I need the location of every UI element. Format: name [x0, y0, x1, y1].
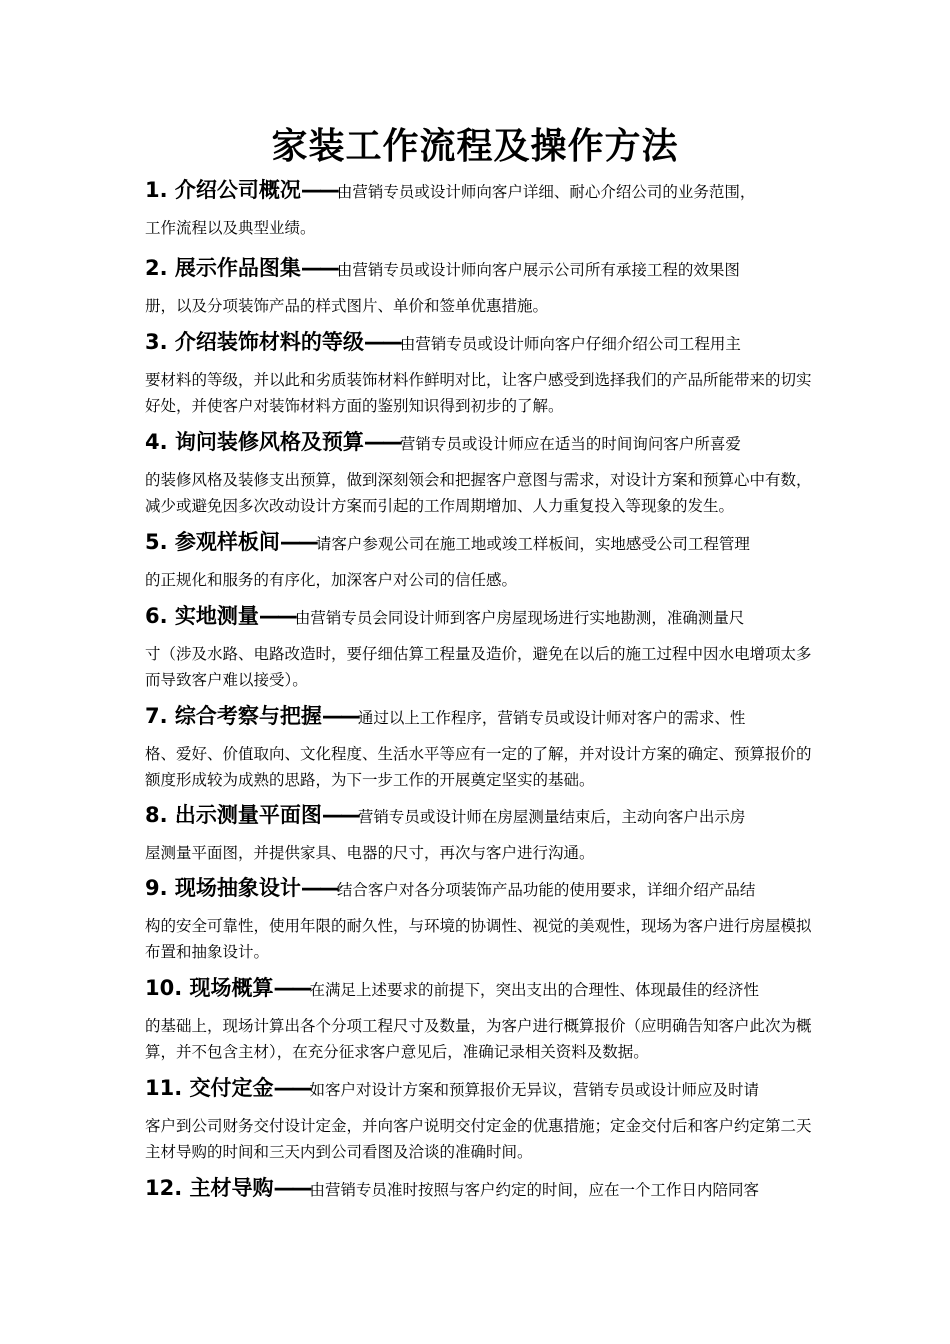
item-heading: 10. 现场概算	[145, 976, 274, 1000]
item-dash: ——	[321, 704, 358, 728]
item-description-continued: 格、爱好、价值取向、文化程度、生活水平等应有一定的了解，并对设计方案的确定、预算报价的额度形成较为成熟的思路，为下一步工作的开展奠定坚实的基础。	[145, 745, 812, 789]
item-dash: ——	[258, 604, 295, 628]
item-heading: 8. 出示测量平面图	[145, 803, 322, 827]
item-description-continued: 的正规化和服务的有序化，加深客户对公司的信任感。	[145, 571, 518, 589]
item-description-continued: 客户到公司财务交付设计定金，并向客户说明交付定金的优惠措施；定金交付后和客户约定第二天主材导购的时间和三天内到公司看图及洽谈的准确时间。	[145, 1117, 812, 1161]
list-item	[145, 172, 825, 241]
item-dash: ——	[279, 530, 316, 554]
item-description: 结合客户对各分项装饰产品功能的使用要求，详细介绍产品结	[336, 881, 756, 899]
item-dash: ——	[363, 330, 400, 354]
item-heading: 3. 介绍装饰材料的等级	[145, 330, 364, 354]
list-item	[145, 698, 825, 793]
item-description: 在满足上述要求的前提下，突出支出的合理性、体现最佳的经济性	[309, 981, 760, 999]
item-description: 营销专员或设计师应在适当的时间询问客户所喜爱	[399, 435, 741, 453]
item-dash: ——	[273, 1176, 310, 1200]
item-dash: ——	[273, 976, 310, 1000]
item-description: 营销专员或设计师在房屋测量结束后，主动向客户出示房	[357, 808, 746, 826]
item-dash: ——	[300, 178, 337, 202]
item-dash: ——	[363, 430, 400, 454]
item-heading: 2. 展示作品图集	[145, 256, 301, 280]
item-description: 由营销专员准时按照与客户约定的时间，应在一个工作日内陪同客	[309, 1181, 760, 1199]
item-description-continued: 工作流程以及典型业绩。	[145, 219, 316, 237]
item-heading: 9. 现场抽象设计	[145, 876, 301, 900]
item-dash: ——	[300, 876, 337, 900]
item-description: 由营销专员会同设计师到客户房屋现场进行实地勘测，准确测量尺	[294, 609, 745, 627]
item-description-continued: 屋测量平面图，并提供家具、电器的尺寸，再次与客户进行沟通。	[145, 844, 595, 862]
list-item	[145, 1070, 825, 1165]
item-description: 由营销专员或设计师向客户展示公司所有承接工程的效果图	[336, 261, 740, 279]
item-dash: ——	[273, 1076, 310, 1100]
list-item	[145, 970, 825, 1065]
item-description-continued: 册，以及分项装饰产品的样式图片、单价和签单优惠措施。	[145, 297, 549, 315]
item-heading: 7. 综合考察与把握	[145, 704, 322, 728]
item-description-continued: 的装修风格及装修支出预算，做到深刻领会和把握客户意图与需求，对设计方案和预算心中有数，减少或避免因多次改动设计方案而引起的工作周期增加、人力重复投入等现象的发生。	[145, 471, 812, 515]
item-description-continued: 的基础上，现场计算出各个分项工程尺寸及数量，为客户进行概算报价（应明确告知客户此次为概算，并不包含主材），在充分征求客户意见后，准确记录相关资料及数据。	[145, 1017, 812, 1061]
list-item	[145, 250, 825, 319]
item-description-continued: 要材料的等级，并以此和劣质装饰材料作鲜明对比，让客户感受到选择我们的产品所能带来的切实好处，并使客户对装饰材料方面的鉴别知识得到初步的了解。	[145, 371, 812, 415]
list-item	[145, 524, 825, 593]
item-heading: 6. 实地测量	[145, 604, 259, 628]
list-item	[145, 598, 825, 693]
item-description: 请客户参观公司在施工地或竣工样板间，实地感受公司工程管理	[315, 535, 750, 553]
list-item	[145, 424, 825, 519]
page-title: 家装工作流程及操作方法	[271, 125, 679, 167]
item-description-continued: 寸（涉及水路、电路改造时，要仔细估算工程量及造价，避免在以后的施工过程中因水电增项太多而导致客户难以接受）。	[145, 645, 812, 689]
item-heading: 4. 询问装修风格及预算	[145, 430, 364, 454]
list-item	[145, 797, 825, 866]
item-heading: 1. 介绍公司概况	[145, 178, 301, 202]
list-item	[145, 870, 825, 965]
item-description: 通过以上工作程序，营销专员或设计师对客户的需求、性	[357, 709, 746, 727]
item-heading: 12. 主材导购	[145, 1176, 274, 1200]
item-description: 由营销专员或设计师向客户仔细介绍公司工程用主	[399, 335, 741, 353]
item-description: 如客户对设计方案和预算报价无异议，营销专员或设计师应及时请	[309, 1081, 760, 1099]
item-description-continued: 构的安全可靠性，使用年限的耐久性，与环境的协调性、视觉的美观性，现场为客户进行房屋模拟布置和抽象设计。	[145, 917, 812, 961]
list-item	[145, 324, 825, 419]
item-description: 由营销专员或设计师向客户详细、耐心介绍公司的业务范围，	[336, 183, 756, 201]
item-dash: ——	[300, 256, 337, 280]
item-heading: 5. 参观样板间	[145, 530, 280, 554]
item-dash: ——	[321, 803, 358, 827]
list-item	[145, 1170, 825, 1209]
item-heading: 11. 交付定金	[145, 1076, 274, 1100]
